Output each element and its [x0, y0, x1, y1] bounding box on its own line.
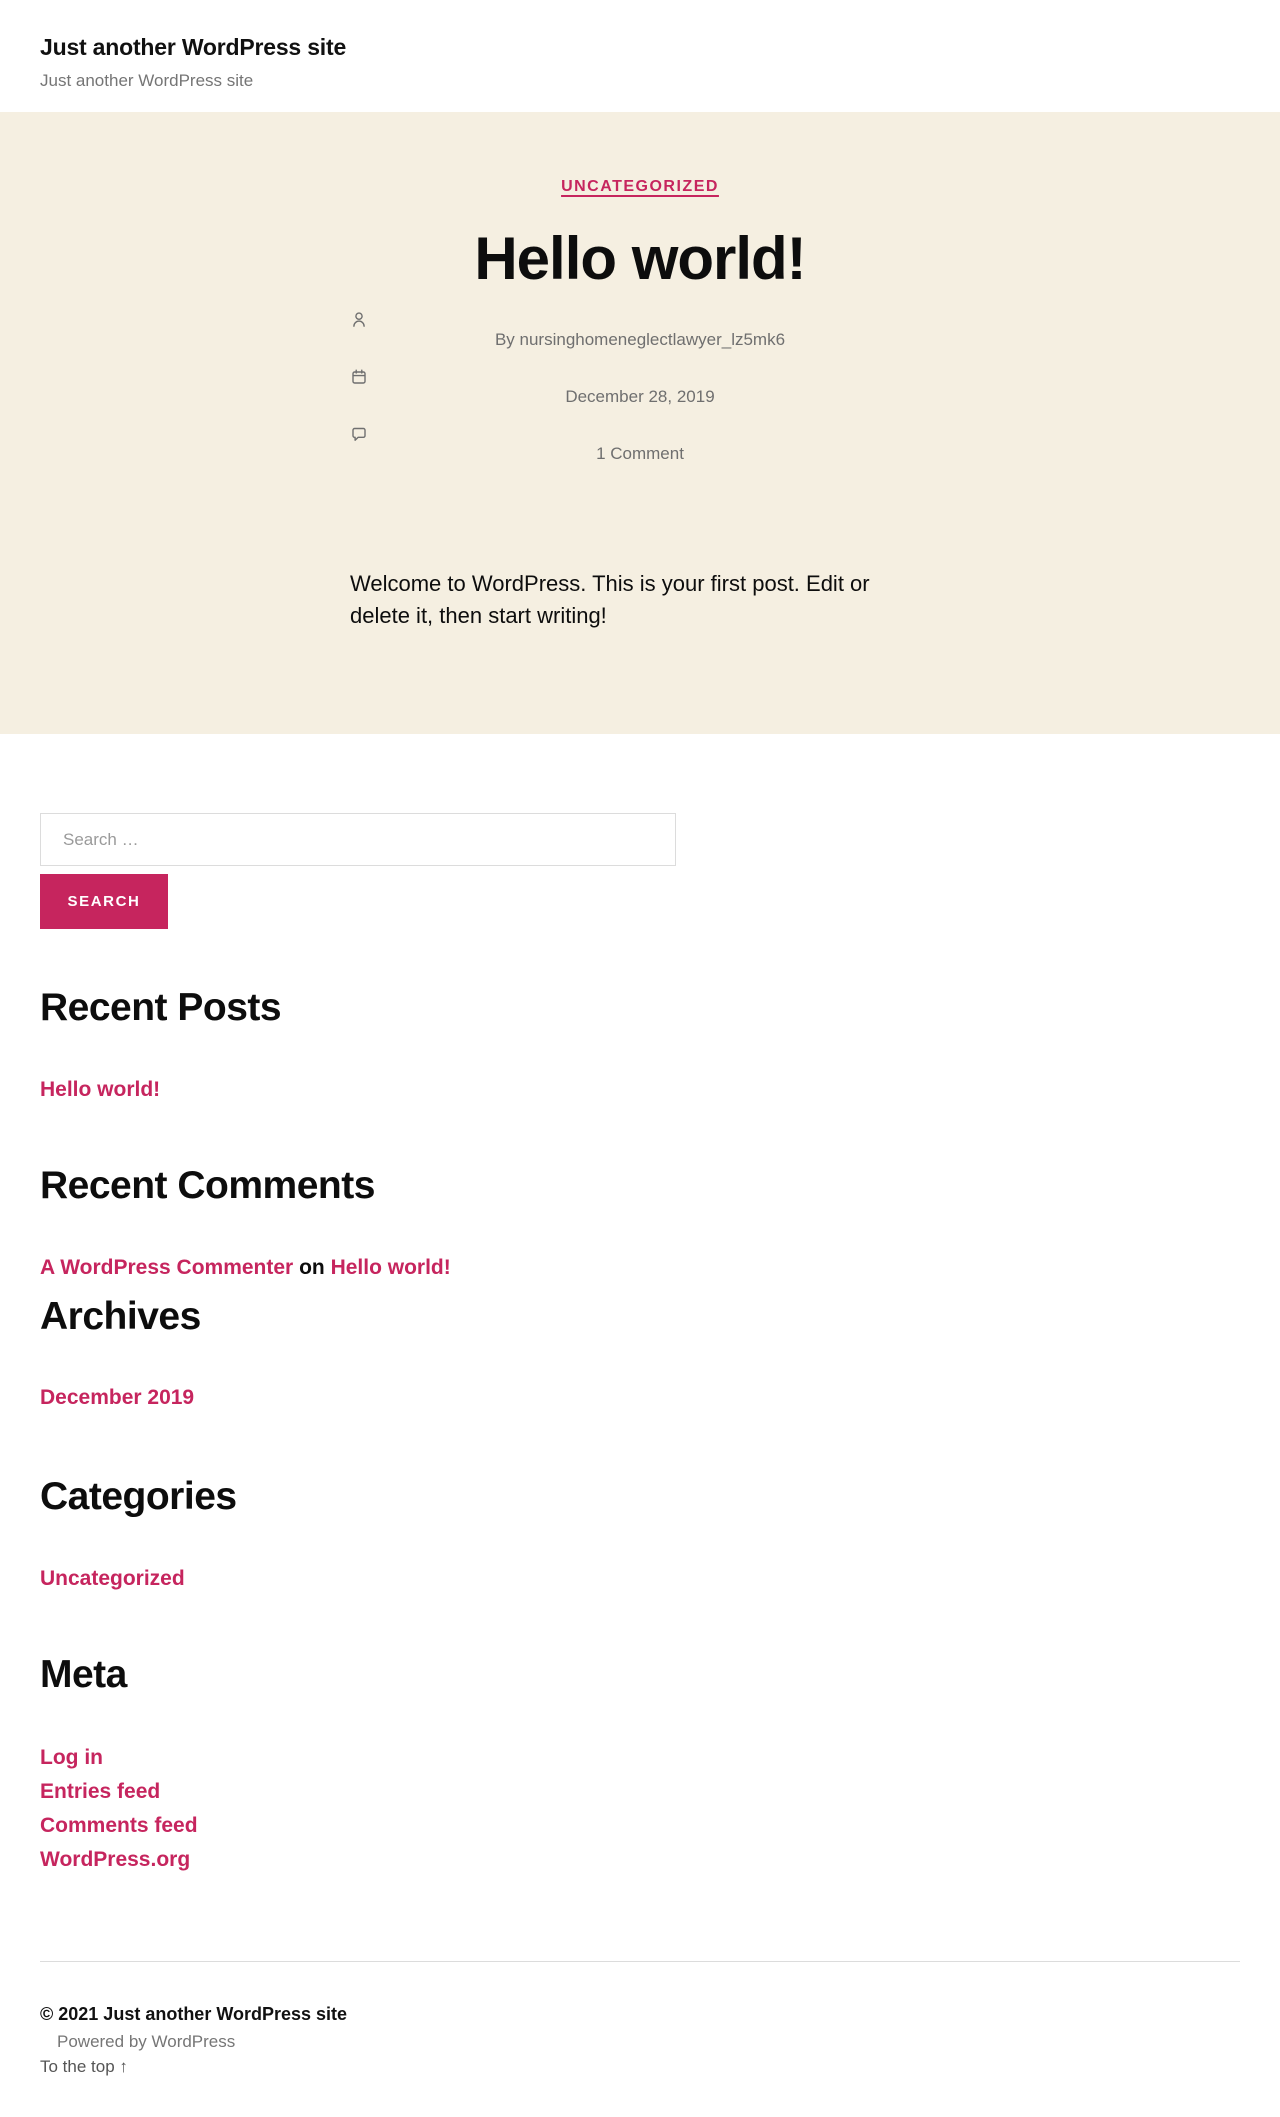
post-meta — [350, 311, 930, 482]
widget-title-categories: Categories — [40, 1474, 237, 1518]
category-list-link[interactable]: Uncategorized — [40, 1566, 185, 1590]
comment-post-link[interactable]: Hello world! — [330, 1256, 451, 1280]
widget-title-archives: Archives — [40, 1294, 201, 1338]
site-title[interactable]: Just another WordPress site — [40, 34, 347, 60]
calendar-icon — [350, 368, 368, 386]
list-item — [40, 1809, 1240, 1843]
site-footer — [0, 1961, 1280, 2117]
comment-author-link[interactable]: A WordPress Commenter — [40, 1256, 294, 1280]
post-comment-count[interactable]: 1 Comment — [596, 444, 684, 464]
archive-link[interactable]: December 2019 — [40, 1386, 195, 1410]
search-form — [40, 813, 1240, 929]
widget-area — [0, 813, 1280, 1877]
footer-copyright — [40, 2004, 1240, 2025]
footer-powered-by — [40, 2032, 1240, 2052]
widget-title-recent-comments: Recent Comments — [40, 1164, 375, 1208]
search-input[interactable] — [40, 813, 676, 866]
post-date[interactable]: December 28, 2019 — [565, 387, 715, 407]
site-tagline: Just another WordPress site — [40, 70, 254, 90]
meta-links-list — [40, 1741, 1240, 1877]
recent-comments-list — [40, 1254, 1240, 1281]
meta-link-log-in[interactable]: Log in — [40, 1745, 103, 1769]
comment-connector: on — [299, 1256, 325, 1280]
comment-icon — [350, 425, 368, 443]
post-comments-row — [350, 425, 930, 482]
list-item — [40, 1741, 1240, 1775]
archives-list — [40, 1384, 1240, 1411]
powered-by-link[interactable]: Powered by WordPress — [57, 2031, 236, 2051]
person-icon — [350, 311, 368, 329]
post-date-row — [350, 368, 930, 425]
post-hero-section — [0, 112, 1280, 734]
recent-posts-list — [40, 1076, 1240, 1103]
footer-divider — [40, 1961, 1240, 1962]
post-hero-inner — [350, 178, 930, 632]
footer-to-top — [40, 2057, 1240, 2077]
meta-link-comments-feed[interactable]: Comments feed — [40, 1813, 198, 1837]
post-content: Welcome to WordPress. This is your first post. Edit or delete it, then start writing! — [350, 571, 870, 629]
to-top-label: To the top — [40, 2056, 115, 2076]
list-item — [40, 1843, 1240, 1877]
post-title: Hello world! — [474, 225, 806, 293]
post-category — [350, 178, 930, 196]
category-link-uncategorized[interactable]: UNCATEGORIZED — [561, 178, 719, 196]
widget-title-meta: Meta — [40, 1652, 127, 1696]
recent-post-link[interactable]: Hello world! — [40, 1078, 161, 1102]
meta-link-wordpress-org[interactable]: WordPress.org — [40, 1847, 191, 1871]
widget-title-recent-posts: Recent Posts — [40, 986, 282, 1030]
meta-link-entries-feed[interactable]: Entries feed — [40, 1779, 161, 1803]
search-button[interactable]: SEARCH — [40, 874, 168, 929]
categories-list — [40, 1565, 1240, 1592]
post-author-row — [350, 311, 930, 368]
post-author[interactable]: By nursinghomeneglectlawyer_lz5mk6 — [494, 330, 786, 350]
site-header — [0, 0, 1280, 112]
list-item — [40, 1775, 1240, 1809]
footer-site-link[interactable]: © 2021 Just another WordPress site — [40, 2003, 348, 2024]
to-top-link[interactable] — [40, 2057, 128, 2076]
up-arrow-icon: ↑ — [119, 2056, 128, 2076]
